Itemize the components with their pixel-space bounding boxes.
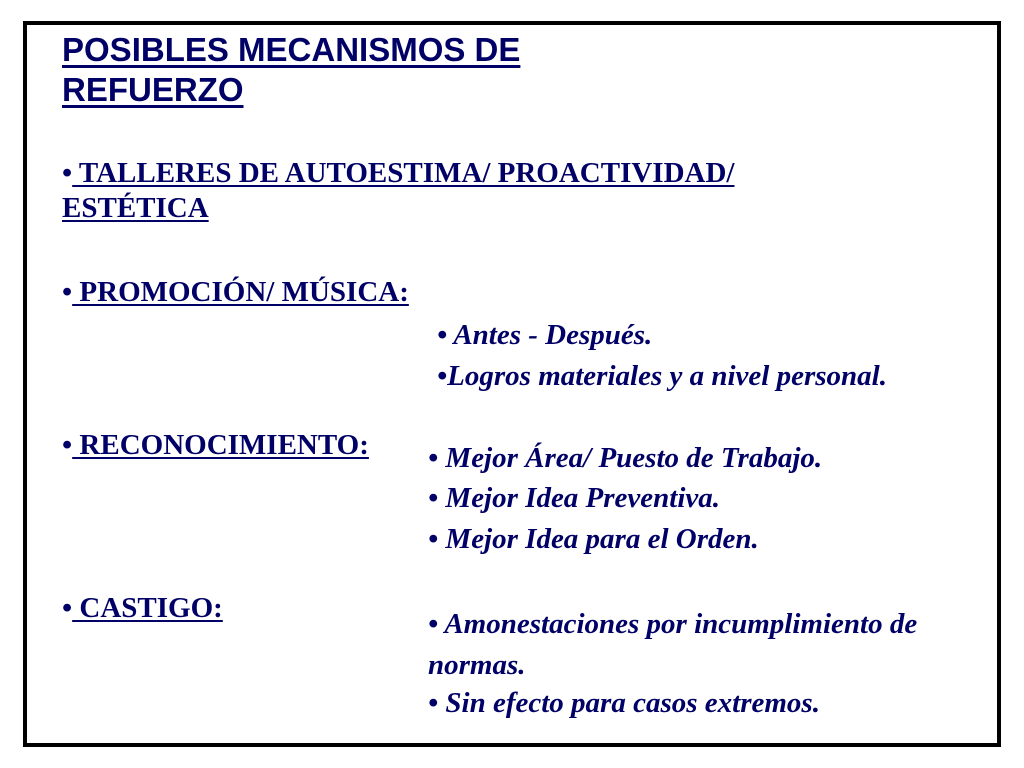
section-talleres xyxy=(62,156,922,226)
reconocimiento-heading-label: RECONOCIMIENTO: xyxy=(72,429,369,461)
castigo-heading-label: CASTIGO: xyxy=(72,592,223,624)
bullet: • xyxy=(62,276,73,308)
talleres-line-2: ESTÉTICA xyxy=(62,192,209,224)
section-reconocimiento-heading xyxy=(62,428,369,463)
reconocimiento-item: • Mejor Área/ Puesto de Trabajo. xyxy=(428,442,823,474)
promocion-item: •Logros materiales y a nivel personal. xyxy=(437,360,887,392)
bullet: • xyxy=(62,157,73,189)
slide-title xyxy=(62,30,520,110)
bullet: • xyxy=(62,429,73,461)
talleres-line-1: TALLERES DE AUTOESTIMA/ PROACTIVIDAD/ xyxy=(72,157,735,189)
castigo-item: • Sin efecto para casos extremos. xyxy=(428,687,820,719)
promocion-heading-label: PROMOCIÓN/ MÚSICA: xyxy=(72,276,409,308)
section-promocion-heading xyxy=(62,275,409,310)
reconocimiento-item: • Mejor Idea Preventiva. xyxy=(428,482,721,514)
promocion-item: • Antes - Después. xyxy=(437,319,653,351)
title-line-2: REFUERZO xyxy=(62,71,244,108)
bullet: • xyxy=(62,592,73,624)
reconocimiento-item: • Mejor Idea para el Orden. xyxy=(428,523,759,555)
title-line-1: POSIBLES MECANISMOS DE xyxy=(62,31,521,68)
section-castigo-heading xyxy=(62,591,223,626)
castigo-item: • Amonestaciones por incumplimiento de normas. xyxy=(428,608,918,681)
